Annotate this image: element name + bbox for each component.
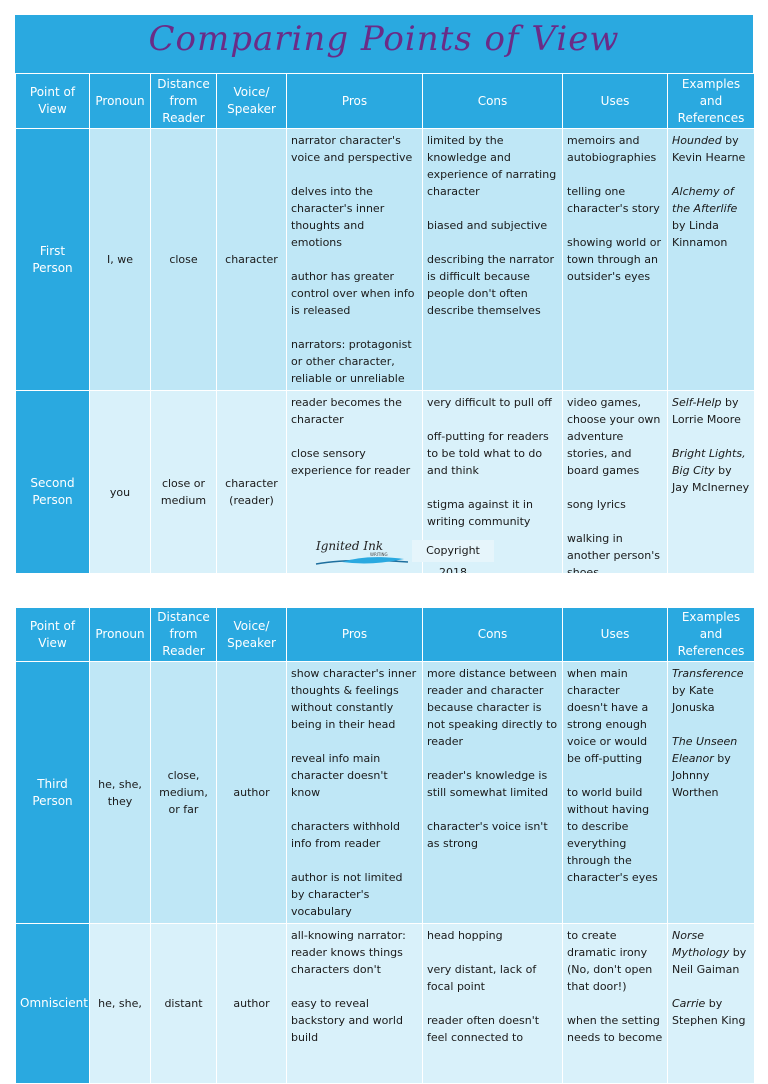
uses-item: when main character doesn't have a strong enough voice or would be off-putting [567,667,649,765]
pros-item: delves into the character's inner thoughts and emotions [291,185,385,249]
ignited-ink-logo [312,532,412,572]
example-author: by Linda Kinnamon [672,219,728,249]
pov-cell: Second Person [16,391,90,594]
pros-item: author is not limited by character's vocabulary [291,871,403,918]
copyright-text: Copyright [412,540,494,562]
example-item [672,394,750,428]
pronoun-cell: he, she, they [90,662,151,924]
pros-cell [287,924,423,1084]
header-cell: Voice/ Speaker [217,608,287,662]
distance-cell: close, medium, or far [151,662,217,924]
example-item [672,665,750,716]
pros-cell [287,662,423,924]
example-title: Hounded [672,134,722,147]
table-header-row [16,608,755,662]
example-item [672,132,750,166]
pros-cell [287,129,423,391]
cons-item: biased and subjective [427,219,548,232]
uses-item: to create dramatic irony (No, don't open that door!) [567,929,653,993]
voice-cell: author [217,662,287,924]
cons-item: very difficult to pull off [427,396,552,409]
page-title: Comparing Points of View [148,19,620,59]
example-author: by Lorrie Moore [672,396,741,426]
cons-item: off-putting for readers to be told what to do and think [427,430,549,477]
examples-cell [668,129,755,391]
example-item [672,445,750,496]
pros-item: author has greater control over when info is released [291,270,415,317]
table-row [16,129,755,391]
example-author: by Neil Gaiman [672,946,747,976]
pros-item: all-knowing narrator: reader knows things characters don't [291,929,406,976]
section-gap [0,573,768,607]
uses-cell [563,662,668,924]
pov-table-2 [15,607,755,1084]
header-cell: Cons [423,608,563,662]
pros-item: narrator character's voice and perspective [291,134,413,164]
pros-item: reader becomes the character [291,396,402,426]
feather-shape [342,557,404,563]
header-cell: Point of View [16,74,90,129]
uses-item: when the setting needs to become [567,1014,663,1044]
pros-item: show character's inner thoughts & feelings without constantly being in their head [291,667,417,731]
example-title: Carrie [672,997,706,1010]
logo-text: Ignited Ink [316,539,384,553]
cons-item: stigma against it in writing community [427,498,533,528]
cons-item: limited by the knowledge and experience of narrating character [427,134,557,198]
cons-item: describing the narrator is difficult because people don't often describe themselves [427,253,555,317]
pronoun-cell: you [90,391,151,594]
header-cell: Pronoun [90,74,151,129]
pronoun-cell: he, she, [90,924,151,1084]
example-title: Transference [672,667,744,680]
cons-item: reader's knowledge is still somewhat limited [427,769,549,799]
pov-cell: Third Person [16,662,90,924]
pros-item: narrators: protagonist or other character, reliable or unreliable [291,338,412,385]
example-item [672,733,750,801]
voice-cell: character (reader) [217,391,287,594]
header-cell: Uses [563,74,668,129]
uses-item: showing world or town through an outsider's eyes [567,236,661,283]
distance-cell: close [151,129,217,391]
pronoun-cell: I, we [90,129,151,391]
example-author: by Stephen King [672,997,746,1027]
cons-cell [423,129,563,391]
header-cell: Uses [563,608,668,662]
example-author: by Kevin Hearne [672,134,746,164]
voice-cell: character [217,129,287,391]
header-cell: Voice/ Speaker [217,74,287,129]
example-title: Norse Mythology [672,929,730,959]
header-cell: Examples and References [668,74,755,129]
pros-item: easy to reveal backstory and world build [291,997,403,1044]
header-cell: Distance from Reader [151,74,217,129]
logo-sub: WRITING [370,552,388,557]
uses-item: song lyrics [567,498,626,511]
example-title: Alchemy of the Afterlife [672,185,738,215]
header-cell: Pros [287,74,423,129]
example-title: Self-Help [672,396,722,409]
example-author: by Johnny Worthen [672,752,731,799]
voice-cell: author [217,924,287,1084]
header-cell: Cons [423,74,563,129]
uses-item: to world build without having to describe everything through the character's eyes [567,786,658,884]
header-cell: Examples and References [668,608,755,662]
uses-cell [563,129,668,391]
cons-cell [423,924,563,1084]
pros-item: characters withhold info from reader [291,820,400,850]
examples-cell [668,662,755,924]
uses-item: memoirs and autobiographies [567,134,657,164]
cons-item: very distant, lack of focal point [427,963,537,993]
example-title: The Unseen Eleanor [672,735,738,765]
cons-cell [423,662,563,924]
example-item [672,927,750,978]
cons-item: reader often doesn't feel connected to [427,1014,540,1044]
header-cell: Distance from Reader [151,608,217,662]
pov-cell: First Person [16,129,90,391]
header-cell: Point of View [16,608,90,662]
example-item [672,183,750,251]
example-author: by Kate Jonuska [672,684,715,714]
pov-table-1 [15,73,755,594]
cons-item: more distance between reader and character because character is not speaking directly to reader [427,667,558,748]
uses-item: video games, choose your own adventure stories, and board games [567,396,661,477]
cons-item: character's voice isn't as strong [427,820,548,850]
pros-item: reveal info main character doesn't know [291,752,388,799]
example-author: by Jay McInerney [672,464,750,494]
uses-cell [563,924,668,1084]
uses-item: telling one character's story [567,185,660,215]
cons-item: head hopping [427,929,503,942]
distance-cell: distant [151,924,217,1084]
distance-cell: close or medium [151,391,217,594]
examples-cell [668,924,755,1084]
example-title: Bright Lights, Big City [672,447,746,477]
header-cell: Pronoun [90,608,151,662]
examples-cell [668,391,755,594]
uses-cell [563,391,668,594]
pov-cell: Omniscient [16,924,90,1084]
uses-item: walking in another person's [567,532,660,562]
table-row [16,662,755,924]
header-cell: Pros [287,608,423,662]
table-header-row [16,74,755,129]
table-row [16,924,755,1084]
pros-item: close sensory experience for reader [291,447,411,477]
title-banner [15,15,753,73]
